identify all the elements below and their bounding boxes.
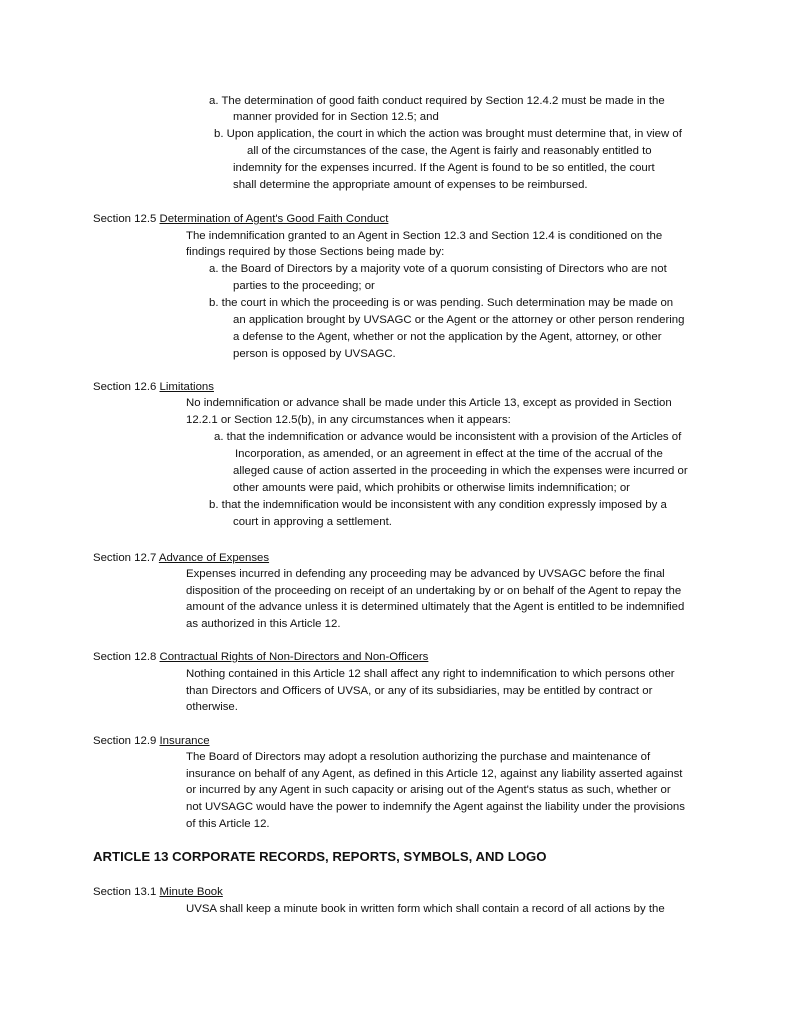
list-item-a-continued: Incorporation, as amended, or an agreement in effect at the time of the accrual of the	[235, 448, 663, 460]
section-body-line: No indemnification or advance shall be made under this Article 13, except as provided in Section	[186, 397, 672, 409]
section-body-line: amount of the advance unless it is determined ultimately that the Agent is entitled to be indemnified	[186, 601, 685, 613]
section-number: Section 12.7	[93, 552, 157, 564]
list-item-b-continued: person is opposed by UVSAGC.	[233, 348, 396, 360]
list-item-a: a. that the indemnification or advance would be inconsistent with a provision of the Articles of	[214, 431, 682, 443]
section-body-line: The indemnification granted to an Agent in Section 12.3 and Section 12.4 is conditioned on the	[186, 230, 663, 242]
list-item-b: b. Upon application, the court in which the action was brought must determine that, in view of	[214, 128, 682, 140]
list-item-b-continued: an application brought by UVSAGC or the Agent or the attorney or other person rendering	[233, 314, 685, 326]
section-body-line: than Directors and Officers of UVSA, or any of its subsidiaries, may be entitled by contract or	[186, 685, 653, 697]
section-title: Limitations	[159, 381, 214, 393]
section-title: Insurance	[159, 735, 210, 747]
section-body-line: Expenses incurred in defending any proceeding may be advanced by UVSAGC before the final	[186, 568, 665, 580]
section-number: Section 13.1	[93, 886, 157, 898]
list-item-a-continued: parties to the proceeding; or	[233, 280, 375, 292]
section-body-line: disposition of the proceeding on receipt of an undertaking by or on behalf of the Agent to repay the	[186, 585, 682, 597]
section-heading	[93, 885, 223, 899]
section-heading	[93, 650, 428, 664]
section-body-line: findings required by those Sections being made by:	[186, 246, 445, 258]
list-item-b: b. that the indemnification would be inconsistent with any condition expressly imposed by a	[209, 499, 667, 511]
list-item-b-continued: shall determine the appropriate amount of expenses to be reimbursed.	[233, 179, 588, 191]
section-number: Section 12.9	[93, 735, 157, 747]
section-body-line: as authorized in this Article 12.	[186, 618, 341, 630]
list-item-a-continued: alleged cause of action asserted in the proceeding in which the expenses were incurred or	[233, 465, 688, 477]
section-body-line: The Board of Directors may adopt a resolution authorizing the purchase and maintenance of	[186, 751, 651, 763]
section-body-line: UVSA shall keep a minute book in written form which shall contain a record of all actions by the	[186, 903, 665, 915]
list-item-a: a. the Board of Directors by a majority vote of a quorum consisting of Directors who are not	[209, 263, 667, 275]
section-heading	[93, 734, 210, 748]
list-item-b-continued: a defense to the Agent, whether or not the application by the Agent, attorney, or other	[233, 331, 662, 343]
section-number: Section 12.5	[93, 213, 157, 225]
section-title: Minute Book	[159, 886, 223, 898]
section-heading	[93, 212, 388, 226]
section-heading	[93, 380, 214, 394]
section-title: Contractual Rights of Non-Directors and Non-Officers	[159, 651, 429, 663]
list-item-a: a. The determination of good faith conduct required by Section 12.4.2 must be made in the	[209, 95, 665, 107]
list-item-b-continued: indemnity for the expenses incurred. If the Agent is found to be so entitled, the court	[233, 162, 655, 174]
section-body-line: Nothing contained in this Article 12 shall affect any right to indemnification to which persons other	[186, 668, 675, 680]
list-item-b: b. the court in which the proceeding is or was pending. Such determination may be made on	[209, 297, 674, 309]
section-body-line: insurance on behalf of any Agent, as defined in this Article 12, against any liability asserted against	[186, 768, 683, 780]
list-item-b-continued: court in approving a settlement.	[233, 516, 392, 528]
section-number: Section 12.8	[93, 651, 157, 663]
section-body-line: otherwise.	[186, 701, 238, 713]
section-body-line: of this Article 12.	[186, 818, 270, 830]
section-heading	[93, 551, 269, 565]
section-title: Determination of Agent's Good Faith Conduct	[159, 213, 389, 225]
section-body-line: or incurred by any Agent in such capacity or arising out of the Agent's status as such, whether or	[186, 784, 671, 796]
section-body-line: not UVSAGC would have the power to indemnify the Agent against the liability under the provisions	[186, 801, 685, 813]
article-heading: ARTICLE 13 CORPORATE RECORDS, REPORTS, SYMBOLS, AND LOGO	[93, 849, 547, 864]
list-item-a-continued: manner provided for in Section 12.5; and	[233, 111, 439, 123]
section-title: Advance of Expenses	[158, 552, 270, 564]
list-item-b-continued: all of the circumstances of the case, the Agent is fairly and reasonably entitled to	[247, 145, 652, 157]
section-body-line: 12.2.1 or Section 12.5(b), in any circumstances when it appears:	[186, 414, 511, 426]
list-item-a-continued: other amounts were paid, which prohibits or otherwise limits indemnification; or	[233, 482, 630, 494]
section-number: Section 12.6	[93, 381, 157, 393]
